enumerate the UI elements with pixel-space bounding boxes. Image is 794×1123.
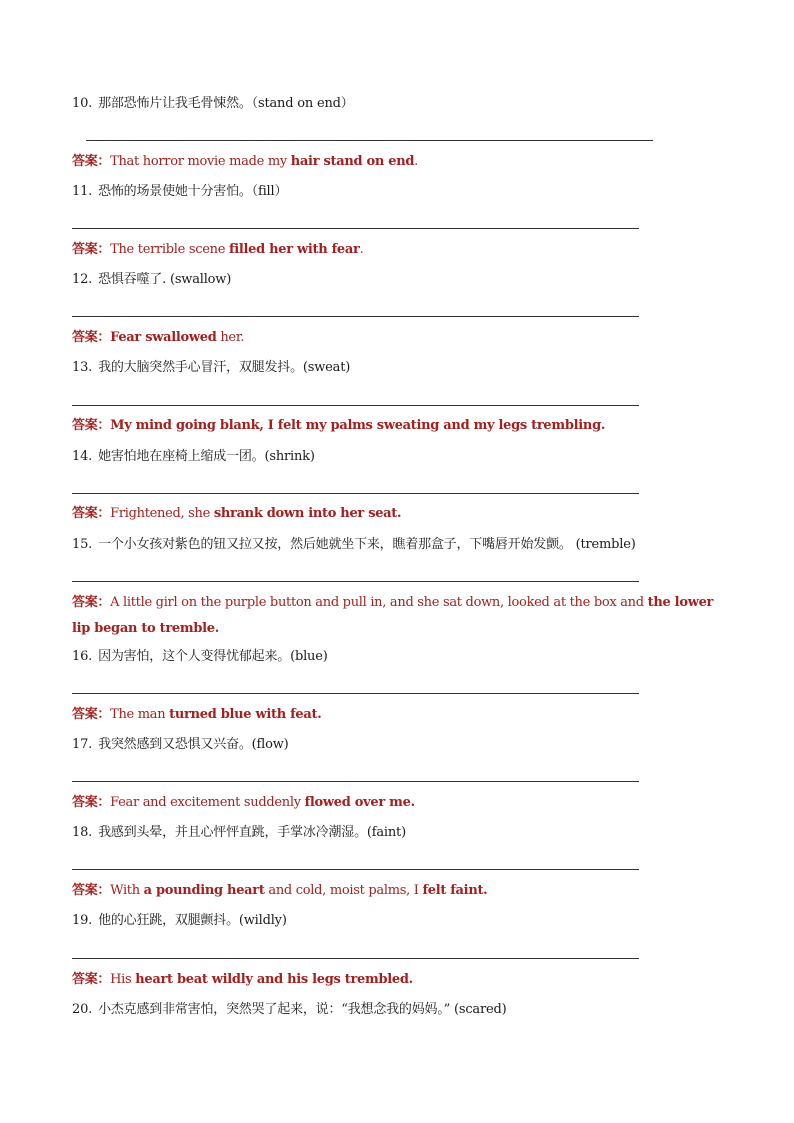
answer-text bbox=[72, 237, 732, 263]
answer-label: 答案： bbox=[72, 795, 111, 810]
question-prompt: 我的大脑突然手心冒汗，双腿发抖。(sweat) bbox=[98, 360, 351, 375]
answer-key-phrase: turned blue with feat. bbox=[169, 707, 322, 722]
question-item bbox=[72, 183, 287, 201]
answer-label: 答案： bbox=[72, 883, 111, 898]
question-number: 12. bbox=[72, 272, 93, 287]
question-item bbox=[72, 95, 354, 113]
question-prompt: 小杰克感到非常害怕，突然哭了起来，说：“我想念我的妈妈。” (scared) bbox=[98, 1002, 507, 1017]
answer-label: 答案： bbox=[72, 154, 111, 169]
question-prompt: 那部恐怖片让我毛骨悚然。（stand on end） bbox=[98, 96, 354, 111]
answer-blank-line[interactable] bbox=[72, 228, 639, 229]
answer-segment: Frightened, she bbox=[110, 506, 214, 521]
question-item bbox=[72, 912, 287, 930]
question-item bbox=[72, 1001, 506, 1019]
question-prompt: 我感到头晕，并且心怦怦直跳，手掌冰冷潮湿。(faint) bbox=[98, 825, 406, 840]
answer-blank-line[interactable] bbox=[72, 869, 639, 870]
question-item bbox=[72, 648, 328, 666]
question-number: 16. bbox=[72, 649, 93, 664]
question-prompt: 因为害怕，这个人变得忧郁起来。(blue) bbox=[98, 649, 328, 664]
answer-segment: . bbox=[359, 242, 364, 257]
question-prompt: 他的心狂跳，双腿颤抖。(wildly) bbox=[98, 913, 287, 928]
answer-key-phrase: My mind going blank, I felt my palms sweating and my legs trembling. bbox=[110, 418, 606, 433]
question-number: 18. bbox=[72, 825, 93, 840]
answer-text bbox=[72, 967, 732, 993]
answer-key-phrase: flowed over me. bbox=[304, 795, 415, 810]
question-number: 15. bbox=[72, 537, 93, 552]
answer-blank-line[interactable] bbox=[72, 405, 639, 406]
answer-key-phrase: felt faint. bbox=[422, 883, 488, 898]
answer-label: 答案： bbox=[72, 242, 111, 257]
question-item bbox=[72, 536, 636, 554]
question-item bbox=[72, 736, 289, 754]
answer-key-phrase: shrank down into her seat. bbox=[213, 506, 402, 521]
answer-text bbox=[72, 702, 732, 728]
answer-text bbox=[72, 149, 732, 175]
answer-segment: . bbox=[414, 154, 418, 169]
answer-key-phrase: a pounding heart bbox=[143, 883, 265, 898]
answer-blank-line[interactable] bbox=[72, 781, 639, 782]
answer-segment: With bbox=[110, 883, 144, 898]
answer-label: 答案： bbox=[72, 972, 111, 987]
answer-key-phrase: the lower lip began to tremble. bbox=[72, 595, 714, 636]
question-number: 14. bbox=[72, 449, 93, 464]
question-number: 10. bbox=[72, 96, 93, 111]
question-item bbox=[72, 359, 350, 377]
answer-key-phrase: heart beat wildly and his legs trembled. bbox=[135, 972, 413, 987]
answer-segment: and cold, moist palms, I bbox=[264, 883, 423, 898]
answer-text bbox=[72, 325, 732, 351]
answer-segment: her. bbox=[216, 330, 245, 345]
answer-key-phrase: hair stand on end bbox=[290, 154, 415, 169]
answer-text bbox=[72, 590, 732, 642]
answer-text bbox=[72, 413, 732, 439]
answer-segment: That horror movie made my bbox=[110, 154, 291, 169]
question-item bbox=[72, 271, 231, 289]
answer-label: 答案： bbox=[72, 707, 111, 722]
answer-segment: A little girl on the purple button and pull in, and she sat down, looked at the box and bbox=[110, 595, 648, 610]
answer-text bbox=[72, 501, 732, 527]
answer-label: 答案： bbox=[72, 506, 111, 521]
question-number: 11. bbox=[72, 184, 93, 199]
question-prompt: 她害怕地在座椅上缩成一团。(shrink) bbox=[98, 449, 315, 464]
answer-label: 答案： bbox=[72, 330, 111, 345]
question-number: 19. bbox=[72, 913, 93, 928]
question-number: 17. bbox=[72, 737, 93, 752]
question-prompt: 恐惧吞噬了. (swallow) bbox=[98, 272, 232, 287]
question-prompt: 恐怖的场景使她十分害怕。（fill） bbox=[98, 184, 288, 199]
answer-blank-line[interactable] bbox=[72, 493, 639, 494]
answer-blank-line[interactable] bbox=[72, 693, 639, 694]
question-item bbox=[72, 448, 315, 466]
answer-blank-line[interactable] bbox=[72, 316, 639, 317]
answer-segment: The terrible scene bbox=[110, 242, 229, 257]
answer-blank-line[interactable] bbox=[86, 140, 653, 141]
answer-segment: Fear and excitement suddenly bbox=[110, 795, 305, 810]
answer-label: 答案： bbox=[72, 595, 111, 610]
answer-blank-line[interactable] bbox=[72, 581, 639, 582]
answer-segment: His bbox=[110, 972, 136, 987]
answer-label: 答案： bbox=[72, 418, 111, 433]
answer-segment: The man bbox=[110, 707, 170, 722]
answer-key-phrase: filled her with fear bbox=[228, 242, 360, 257]
answer-blank-line[interactable] bbox=[72, 958, 639, 959]
answer-key-phrase: Fear swallowed bbox=[110, 330, 217, 345]
question-prompt: 我突然感到又恐惧又兴奋。(flow) bbox=[98, 737, 289, 752]
question-number: 20. bbox=[72, 1002, 93, 1017]
question-prompt: 一个小女孩对紫色的钮又拉又按，然后她就坐下来，瞧着那盒子，下嘴唇开始发颤。 (tremble) bbox=[98, 537, 636, 552]
question-number: 13. bbox=[72, 360, 93, 375]
question-item bbox=[72, 824, 406, 842]
answer-text bbox=[72, 790, 732, 816]
answer-text bbox=[72, 878, 732, 904]
